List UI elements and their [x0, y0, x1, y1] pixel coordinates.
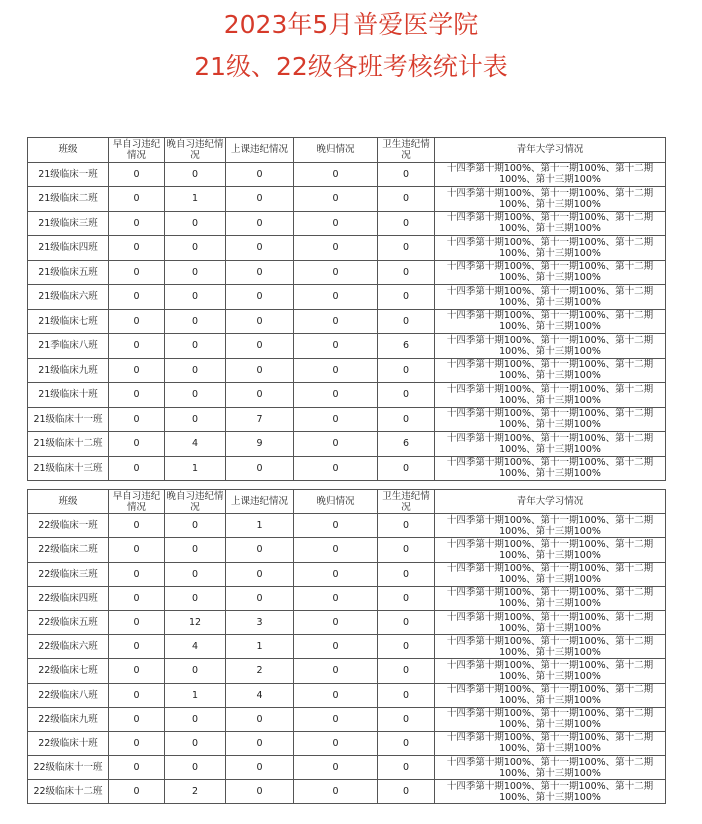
class-name-cell: 21级临床三班 — [28, 211, 109, 236]
hygiene-violation-cell: 0 — [378, 236, 435, 261]
youth-study-cell: 十四季第十期100%、第十一期100%、第十二期100%、第十三期100% — [435, 514, 666, 538]
class-violation-cell: 0 — [226, 334, 294, 359]
evening-violation-cell: 0 — [165, 260, 226, 285]
late-return-cell: 0 — [294, 211, 378, 236]
morning-violation-cell: 0 — [109, 187, 165, 212]
youth-study-cell: 十四季第十期100%、第十一期100%、第十二期100%、第十三期100% — [435, 731, 666, 755]
youth-study-cell: 十四季第十期100%、第十一期100%、第十二期100%、第十三期100% — [435, 586, 666, 610]
evening-violation-cell: 1 — [165, 187, 226, 212]
evening-violation-cell: 0 — [165, 383, 226, 408]
class-violation-cell: 0 — [226, 236, 294, 261]
evening-violation-cell: 0 — [165, 514, 226, 538]
page-subtitle: 21级、22级各班考核统计表 — [194, 52, 508, 81]
class-name-cell: 21级临床六班 — [28, 285, 109, 310]
table-grade-22 — [27, 489, 666, 804]
page-title: 2023年5月普爱医学院 — [223, 10, 479, 39]
class-name-cell: 22级临床十一班 — [28, 756, 109, 780]
hygiene-violation-cell: 0 — [378, 659, 435, 683]
class-violation-cell: 4 — [226, 683, 294, 707]
morning-violation-cell: 0 — [109, 383, 165, 408]
morning-violation-cell: 0 — [109, 683, 165, 707]
class-name-cell: 21级临床十二班 — [28, 432, 109, 457]
class-violation-cell: 0 — [226, 358, 294, 383]
table-row — [28, 514, 666, 538]
hygiene-violation-cell: 0 — [378, 562, 435, 586]
class-name-cell: 21级临床一班 — [28, 162, 109, 187]
hygiene-violation-cell: 0 — [378, 162, 435, 187]
hygiene-violation-cell: 0 — [378, 683, 435, 707]
morning-violation-cell: 0 — [109, 659, 165, 683]
evening-violation-cell: 0 — [165, 707, 226, 731]
youth-study-cell: 十四季第十期100%、第十一期100%、第十二期100%、第十三期100% — [435, 562, 666, 586]
table-row — [28, 456, 666, 481]
evening-violation-cell: 0 — [165, 407, 226, 432]
morning-violation-cell: 0 — [109, 707, 165, 731]
hygiene-violation-cell: 0 — [378, 707, 435, 731]
class-violation-cell: 0 — [226, 211, 294, 236]
hygiene-violation-cell: 0 — [378, 211, 435, 236]
class-name-cell: 22级临床五班 — [28, 610, 109, 634]
table-row — [28, 358, 666, 383]
youth-study-cell: 十四季第十期100%、第十一期100%、第十二期100%、第十三期100% — [435, 432, 666, 457]
table-row — [28, 407, 666, 432]
late-return-cell: 0 — [294, 260, 378, 285]
column-header: 早自习违纪情况 — [109, 490, 165, 514]
table-row — [28, 187, 666, 212]
class-name-cell: 22级临床二班 — [28, 538, 109, 562]
evening-violation-cell: 0 — [165, 538, 226, 562]
table-row — [28, 260, 666, 285]
evening-violation-cell: 0 — [165, 211, 226, 236]
class-name-cell: 22级临床一班 — [28, 514, 109, 538]
column-header: 青年大学习情况 — [435, 138, 666, 163]
youth-study-cell: 十四季第十期100%、第十一期100%、第十二期100%、第十三期100% — [435, 334, 666, 359]
class-violation-cell: 0 — [226, 187, 294, 212]
class-name-cell: 21级临床五班 — [28, 260, 109, 285]
table-row — [28, 432, 666, 457]
class-name-cell: 22级临床七班 — [28, 659, 109, 683]
class-name-cell: 22级临床十二班 — [28, 780, 109, 804]
late-return-cell: 0 — [294, 514, 378, 538]
youth-study-cell: 十四季第十期100%、第十一期100%、第十二期100%、第十三期100% — [435, 162, 666, 187]
class-name-cell: 22级临床四班 — [28, 586, 109, 610]
class-name-cell: 21级临床九班 — [28, 358, 109, 383]
class-violation-cell: 0 — [226, 562, 294, 586]
evening-violation-cell: 0 — [165, 358, 226, 383]
class-violation-cell: 0 — [226, 538, 294, 562]
evening-violation-cell: 4 — [165, 635, 226, 659]
youth-study-cell: 十四季第十期100%、第十一期100%、第十二期100%、第十三期100% — [435, 683, 666, 707]
evening-violation-cell: 0 — [165, 285, 226, 310]
hygiene-violation-cell: 0 — [378, 756, 435, 780]
youth-study-cell: 十四季第十期100%、第十一期100%、第十二期100%、第十三期100% — [435, 756, 666, 780]
youth-study-cell: 十四季第十期100%、第十一期100%、第十二期100%、第十三期100% — [435, 236, 666, 261]
hygiene-violation-cell: 0 — [378, 309, 435, 334]
youth-study-cell: 十四季第十期100%、第十一期100%、第十二期100%、第十三期100% — [435, 659, 666, 683]
evening-violation-cell: 12 — [165, 610, 226, 634]
hygiene-violation-cell: 0 — [378, 514, 435, 538]
late-return-cell: 0 — [294, 586, 378, 610]
class-name-cell: 21级临床十三班 — [28, 456, 109, 481]
table-row — [28, 162, 666, 187]
class-violation-cell: 0 — [226, 780, 294, 804]
morning-violation-cell: 0 — [109, 456, 165, 481]
youth-study-cell: 十四季第十期100%、第十一期100%、第十二期100%、第十三期100% — [435, 610, 666, 634]
late-return-cell: 0 — [294, 538, 378, 562]
youth-study-cell: 十四季第十期100%、第十一期100%、第十二期100%、第十三期100% — [435, 260, 666, 285]
hygiene-violation-cell: 0 — [378, 383, 435, 408]
table-row — [28, 236, 666, 261]
hygiene-violation-cell: 0 — [378, 260, 435, 285]
class-violation-cell: 9 — [226, 432, 294, 457]
table-row — [28, 610, 666, 634]
class-name-cell: 22级临床六班 — [28, 635, 109, 659]
class-violation-cell: 2 — [226, 659, 294, 683]
class-violation-cell: 0 — [226, 586, 294, 610]
evening-violation-cell: 0 — [165, 334, 226, 359]
class-name-cell: 21级临床十班 — [28, 383, 109, 408]
hygiene-violation-cell: 6 — [378, 432, 435, 457]
evening-violation-cell: 0 — [165, 731, 226, 755]
morning-violation-cell: 0 — [109, 514, 165, 538]
table-row — [28, 683, 666, 707]
class-name-cell: 21级临床二班 — [28, 187, 109, 212]
class-name-cell: 21级临床四班 — [28, 236, 109, 261]
table-row — [28, 538, 666, 562]
late-return-cell: 0 — [294, 731, 378, 755]
late-return-cell: 0 — [294, 407, 378, 432]
hygiene-violation-cell: 0 — [378, 187, 435, 212]
morning-violation-cell: 0 — [109, 432, 165, 457]
youth-study-cell: 十四季第十期100%、第十一期100%、第十二期100%、第十三期100% — [435, 635, 666, 659]
evening-violation-cell: 4 — [165, 432, 226, 457]
late-return-cell: 0 — [294, 635, 378, 659]
table-row — [28, 383, 666, 408]
column-header: 晚归情况 — [294, 490, 378, 514]
youth-study-cell: 十四季第十期100%、第十一期100%、第十二期100%、第十三期100% — [435, 383, 666, 408]
table-row — [28, 731, 666, 755]
late-return-cell: 0 — [294, 659, 378, 683]
morning-violation-cell: 0 — [109, 236, 165, 261]
late-return-cell: 0 — [294, 456, 378, 481]
table-row — [28, 309, 666, 334]
youth-study-cell: 十四季第十期100%、第十一期100%、第十二期100%、第十三期100% — [435, 211, 666, 236]
late-return-cell: 0 — [294, 285, 378, 310]
hygiene-violation-cell: 0 — [378, 731, 435, 755]
late-return-cell: 0 — [294, 309, 378, 334]
morning-violation-cell: 0 — [109, 358, 165, 383]
youth-study-cell: 十四季第十期100%、第十一期100%、第十二期100%、第十三期100% — [435, 407, 666, 432]
late-return-cell: 0 — [294, 383, 378, 408]
morning-violation-cell: 0 — [109, 538, 165, 562]
column-header: 卫生违纪情况 — [378, 490, 435, 514]
table-row — [28, 562, 666, 586]
table-row — [28, 635, 666, 659]
late-return-cell: 0 — [294, 756, 378, 780]
table-row — [28, 586, 666, 610]
class-violation-cell: 0 — [226, 285, 294, 310]
late-return-cell: 0 — [294, 562, 378, 586]
hygiene-violation-cell: 0 — [378, 610, 435, 634]
youth-study-cell: 十四季第十期100%、第十一期100%、第十二期100%、第十三期100% — [435, 538, 666, 562]
class-violation-cell: 0 — [226, 383, 294, 408]
late-return-cell: 0 — [294, 683, 378, 707]
youth-study-cell: 十四季第十期100%、第十一期100%、第十二期100%、第十三期100% — [435, 707, 666, 731]
evening-violation-cell: 0 — [165, 562, 226, 586]
table-grade-21 — [27, 137, 666, 481]
youth-study-cell: 十四季第十期100%、第十一期100%、第十二期100%、第十三期100% — [435, 309, 666, 334]
youth-study-cell: 十四季第十期100%、第十一期100%、第十二期100%、第十三期100% — [435, 780, 666, 804]
class-name-cell: 21级临床七班 — [28, 309, 109, 334]
table-row — [28, 756, 666, 780]
column-header: 班级 — [28, 138, 109, 163]
hygiene-violation-cell: 0 — [378, 407, 435, 432]
evening-violation-cell: 0 — [165, 162, 226, 187]
youth-study-cell: 十四季第十期100%、第十一期100%、第十二期100%、第十三期100% — [435, 285, 666, 310]
youth-study-cell: 十四季第十期100%、第十一期100%、第十二期100%、第十三期100% — [435, 358, 666, 383]
class-name-cell: 21季临床八班 — [28, 334, 109, 359]
morning-violation-cell: 0 — [109, 407, 165, 432]
morning-violation-cell: 0 — [109, 285, 165, 310]
class-violation-cell: 0 — [226, 309, 294, 334]
late-return-cell: 0 — [294, 358, 378, 383]
morning-violation-cell: 0 — [109, 586, 165, 610]
class-violation-cell: 0 — [226, 731, 294, 755]
hygiene-violation-cell: 0 — [378, 635, 435, 659]
evening-violation-cell: 0 — [165, 756, 226, 780]
class-name-cell: 22级临床十班 — [28, 731, 109, 755]
hygiene-violation-cell: 0 — [378, 538, 435, 562]
evening-violation-cell: 2 — [165, 780, 226, 804]
evening-violation-cell: 0 — [165, 236, 226, 261]
evening-violation-cell: 0 — [165, 309, 226, 334]
late-return-cell: 0 — [294, 187, 378, 212]
class-name-cell: 22级临床三班 — [28, 562, 109, 586]
hygiene-violation-cell: 0 — [378, 586, 435, 610]
morning-violation-cell: 0 — [109, 756, 165, 780]
morning-violation-cell: 0 — [109, 731, 165, 755]
evening-violation-cell: 1 — [165, 456, 226, 481]
late-return-cell: 0 — [294, 610, 378, 634]
evening-violation-cell: 1 — [165, 683, 226, 707]
column-header: 上课违纪情况 — [226, 490, 294, 514]
evening-violation-cell: 0 — [165, 586, 226, 610]
evening-violation-cell: 0 — [165, 659, 226, 683]
class-violation-cell: 7 — [226, 407, 294, 432]
hygiene-violation-cell: 0 — [378, 285, 435, 310]
table-row — [28, 285, 666, 310]
class-violation-cell: 0 — [226, 260, 294, 285]
class-name-cell: 21级临床十一班 — [28, 407, 109, 432]
column-header: 晚自习违纪情况 — [166, 490, 224, 513]
morning-violation-cell: 0 — [109, 309, 165, 334]
hygiene-violation-cell: 0 — [378, 358, 435, 383]
hygiene-violation-cell: 0 — [378, 456, 435, 481]
column-header: 上课违纪情况 — [226, 138, 294, 163]
class-name-cell: 22级临床八班 — [28, 683, 109, 707]
table-row — [28, 707, 666, 731]
youth-study-cell: 十四季第十期100%、第十一期100%、第十二期100%、第十三期100% — [435, 187, 666, 212]
table-header-row — [28, 138, 666, 163]
table-row — [28, 211, 666, 236]
class-violation-cell: 3 — [226, 610, 294, 634]
late-return-cell: 0 — [294, 432, 378, 457]
late-return-cell: 0 — [294, 780, 378, 804]
column-header: 早自习违纪情况 — [109, 138, 165, 163]
youth-study-cell: 十四季第十期100%、第十一期100%、第十二期100%、第十三期100% — [435, 456, 666, 481]
class-violation-cell: 1 — [226, 635, 294, 659]
morning-violation-cell: 0 — [109, 562, 165, 586]
late-return-cell: 0 — [294, 162, 378, 187]
class-name-cell: 22级临床九班 — [28, 707, 109, 731]
morning-violation-cell: 0 — [109, 162, 165, 187]
morning-violation-cell: 0 — [109, 260, 165, 285]
morning-violation-cell: 0 — [109, 334, 165, 359]
late-return-cell: 0 — [294, 236, 378, 261]
column-header: 卫生违纪情况 — [378, 138, 435, 163]
late-return-cell: 0 — [294, 334, 378, 359]
column-header: 青年大学习情况 — [435, 490, 666, 514]
class-violation-cell: 0 — [226, 456, 294, 481]
column-header: 班级 — [28, 490, 109, 514]
table-row — [28, 659, 666, 683]
column-header: 晚自习违纪情况 — [166, 138, 224, 161]
morning-violation-cell: 0 — [109, 780, 165, 804]
hygiene-violation-cell: 6 — [378, 334, 435, 359]
class-violation-cell: 0 — [226, 707, 294, 731]
morning-violation-cell: 0 — [109, 211, 165, 236]
morning-violation-cell: 0 — [109, 610, 165, 634]
morning-violation-cell: 0 — [109, 635, 165, 659]
table-row — [28, 780, 666, 804]
column-header: 晚归情况 — [294, 138, 378, 163]
hygiene-violation-cell: 0 — [378, 780, 435, 804]
class-violation-cell: 1 — [226, 514, 294, 538]
table-header-row — [28, 490, 666, 514]
table-row — [28, 334, 666, 359]
class-violation-cell: 0 — [226, 162, 294, 187]
late-return-cell: 0 — [294, 707, 378, 731]
class-violation-cell: 0 — [226, 756, 294, 780]
